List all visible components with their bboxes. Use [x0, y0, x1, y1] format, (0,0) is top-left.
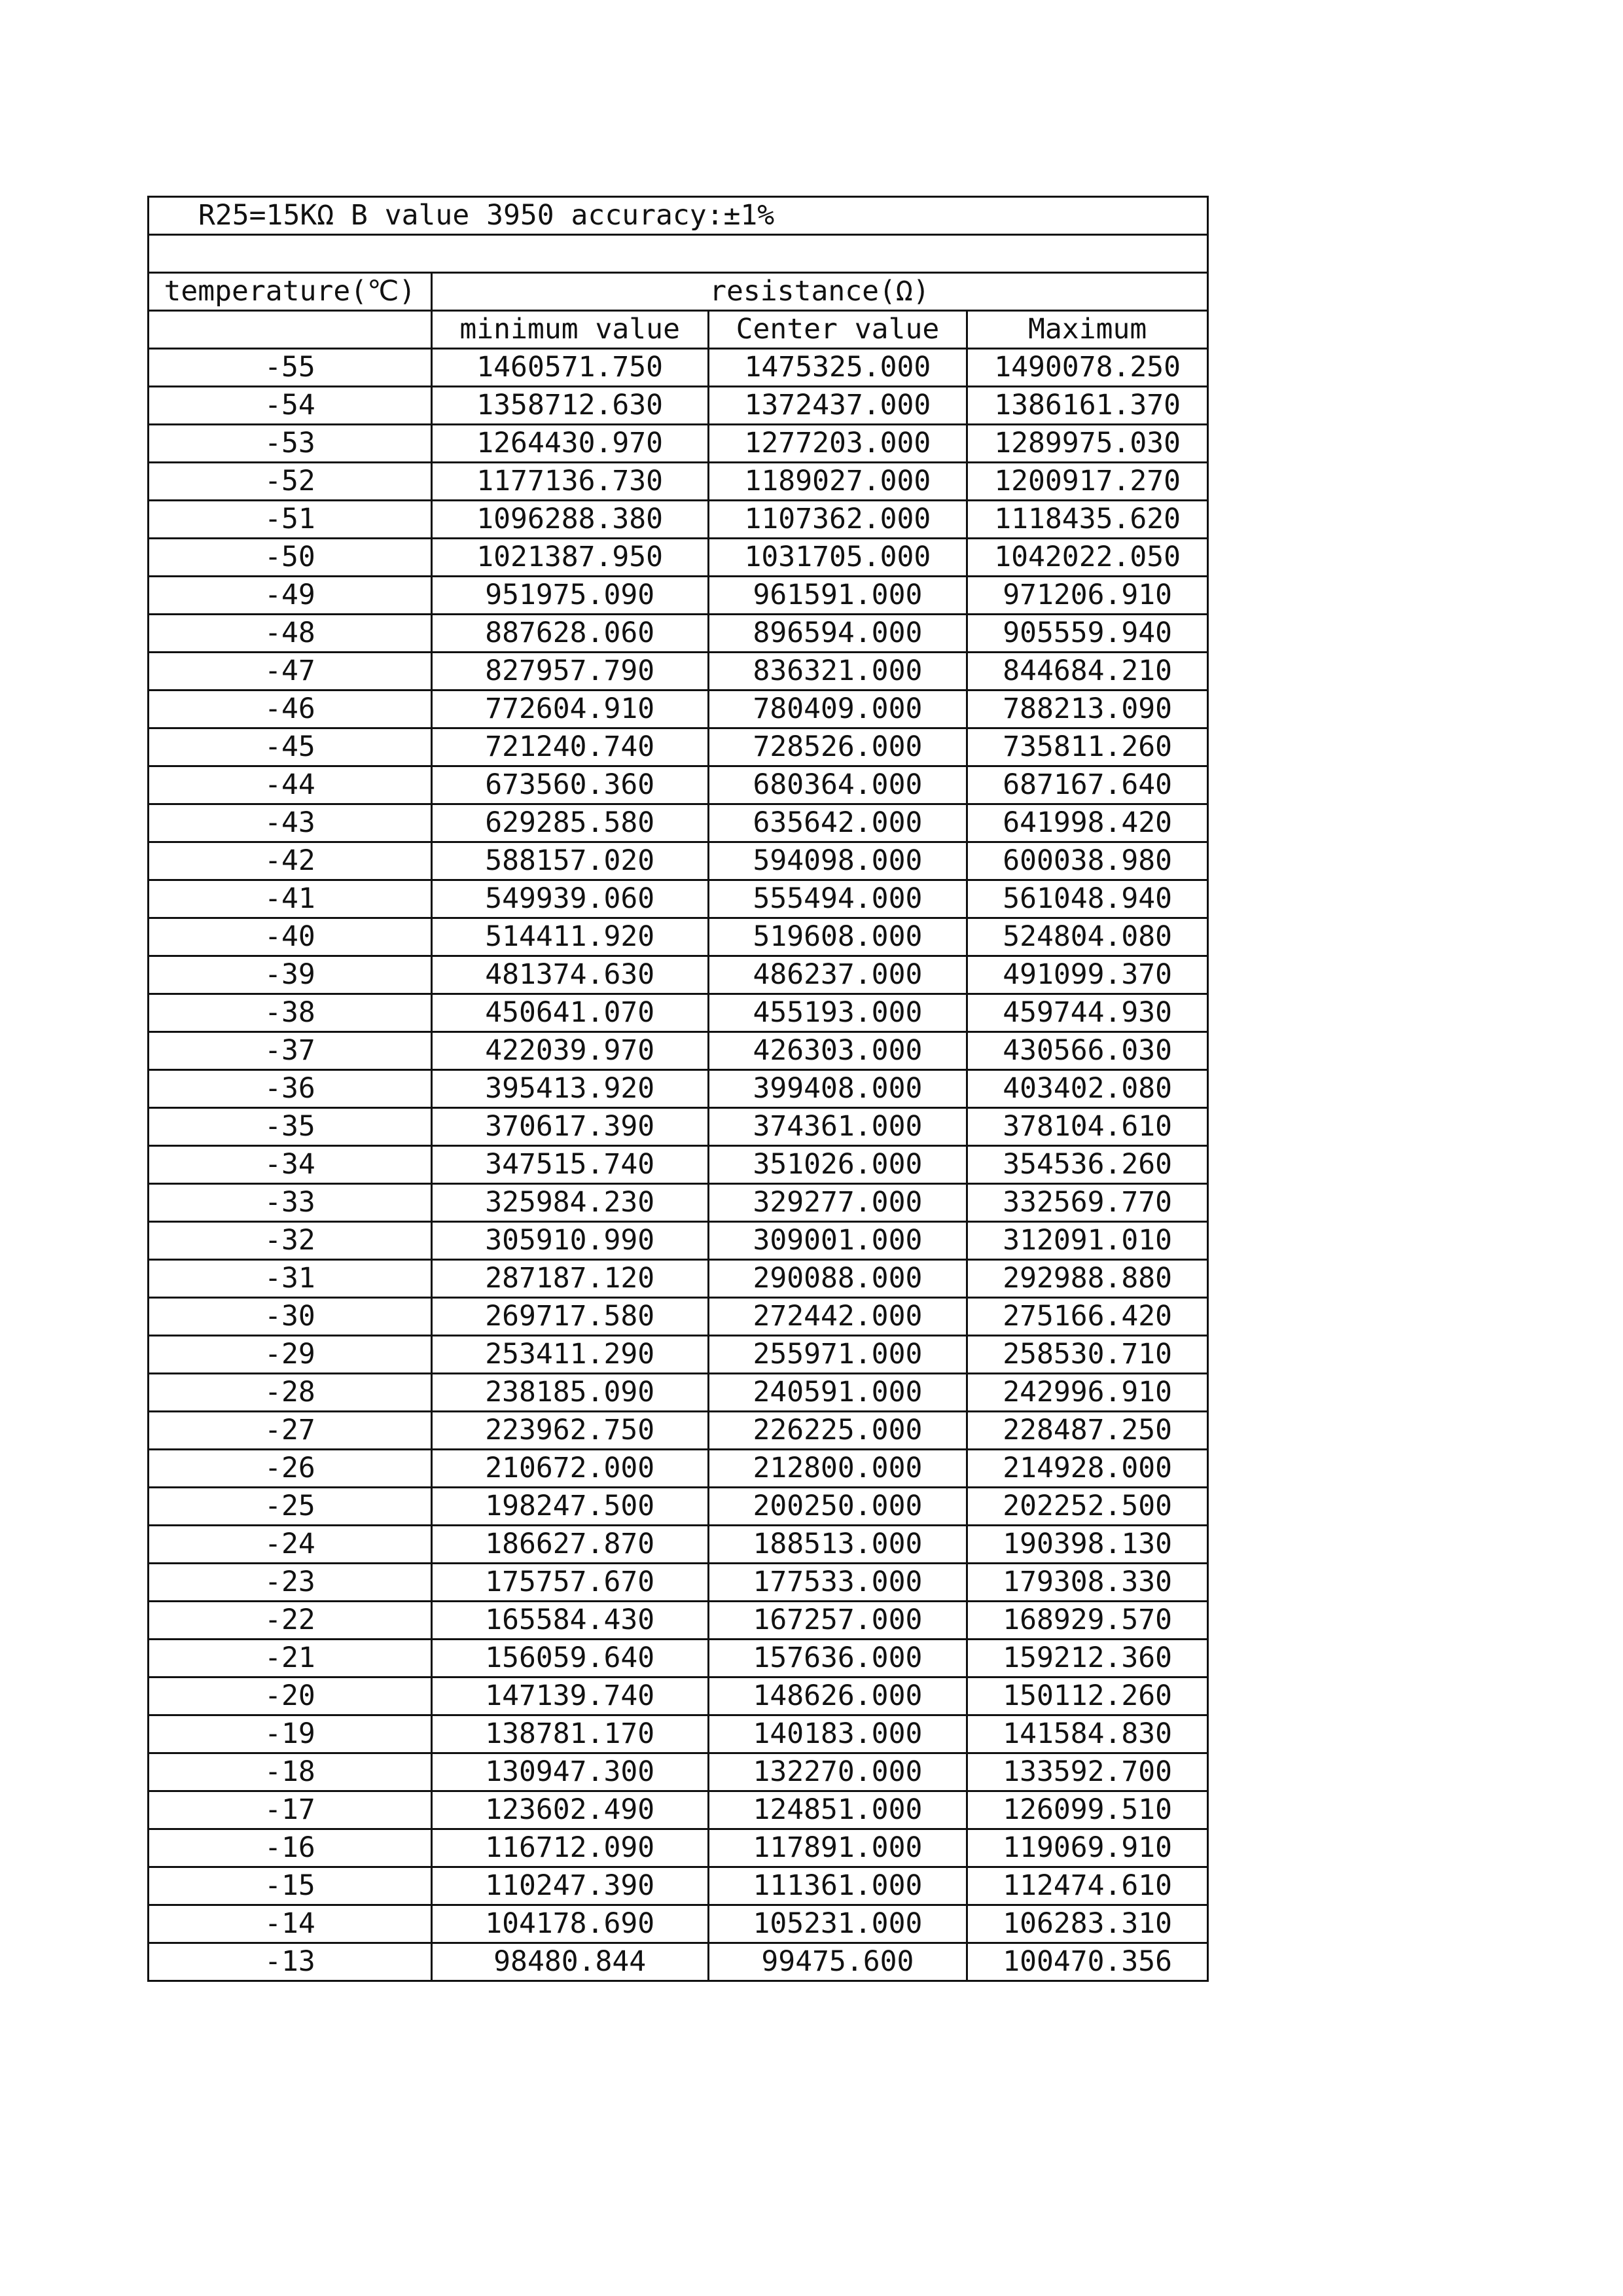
temperature-cell: -46: [149, 691, 432, 728]
minimum-value-cell: 481374.630: [431, 956, 708, 994]
temperature-cell: -42: [149, 842, 432, 880]
temperature-cell: -32: [149, 1222, 432, 1260]
maximum-cell: 1490078.250: [967, 349, 1208, 387]
minimum-value-cell: 887628.060: [431, 615, 708, 653]
table-row: [149, 728, 1208, 766]
temperature-cell: -30: [149, 1298, 432, 1336]
table-row: [149, 1298, 1208, 1336]
table-row: [149, 1943, 1208, 1981]
minimum-value-cell: 325984.230: [431, 1184, 708, 1222]
maximum-cell: 1386161.370: [967, 387, 1208, 425]
maximum-cell: 275166.420: [967, 1298, 1208, 1336]
table-row: [149, 463, 1208, 501]
center-value-cell: 635642.000: [708, 804, 967, 842]
temperature-cell: -47: [149, 653, 432, 691]
table-row: [149, 1222, 1208, 1260]
minimum-value-cell: 588157.020: [431, 842, 708, 880]
table-row: [149, 804, 1208, 842]
center-value-header: Center value: [708, 311, 967, 349]
center-value-cell: 1107362.000: [708, 501, 967, 539]
center-value-cell: 329277.000: [708, 1184, 967, 1222]
minimum-value-cell: 238185.090: [431, 1374, 708, 1412]
table-row: [149, 1108, 1208, 1146]
maximum-cell: 844684.210: [967, 653, 1208, 691]
resistance-header: resistance(Ω): [431, 273, 1207, 311]
center-value-cell: 117891.000: [708, 1829, 967, 1867]
center-value-cell: 226225.000: [708, 1412, 967, 1450]
temperature-cell: -16: [149, 1829, 432, 1867]
minimum-value-cell: 827957.790: [431, 653, 708, 691]
temperature-cell: -21: [149, 1640, 432, 1677]
center-value-cell: 351026.000: [708, 1146, 967, 1184]
temperature-cell: -37: [149, 1032, 432, 1070]
table-row: [149, 1032, 1208, 1070]
minimum-value-cell: 1358712.630: [431, 387, 708, 425]
table-row: [149, 1260, 1208, 1298]
temperature-cell: -44: [149, 766, 432, 804]
minimum-value-cell: 147139.740: [431, 1677, 708, 1715]
maximum-cell: 1042022.050: [967, 539, 1208, 577]
maximum-cell: 159212.360: [967, 1640, 1208, 1677]
temperature-cell: -25: [149, 1488, 432, 1526]
center-value-cell: 1372437.000: [708, 387, 967, 425]
center-value-cell: 836321.000: [708, 653, 967, 691]
minimum-value-cell: 198247.500: [431, 1488, 708, 1526]
temperature-cell: -24: [149, 1526, 432, 1564]
temperature-cell: -31: [149, 1260, 432, 1298]
table-row: [149, 956, 1208, 994]
table-row: [149, 577, 1208, 615]
maximum-cell: 561048.940: [967, 880, 1208, 918]
center-value-cell: 309001.000: [708, 1222, 967, 1260]
maximum-cell: 258530.710: [967, 1336, 1208, 1374]
minimum-value-cell: 721240.740: [431, 728, 708, 766]
temperature-cell: -15: [149, 1867, 432, 1905]
table-row: [149, 1374, 1208, 1412]
maximum-cell: 788213.090: [967, 691, 1208, 728]
table-row: [149, 1564, 1208, 1602]
table-row: [149, 842, 1208, 880]
center-value-cell: 240591.000: [708, 1374, 967, 1412]
center-value-cell: 1189027.000: [708, 463, 967, 501]
temperature-cell: -39: [149, 956, 432, 994]
maximum-cell: 133592.700: [967, 1753, 1208, 1791]
maximum-cell: 905559.940: [967, 615, 1208, 653]
minimum-value-cell: 116712.090: [431, 1829, 708, 1867]
temperature-cell: -55: [149, 349, 432, 387]
temperature-cell: -53: [149, 425, 432, 463]
maximum-cell: 106283.310: [967, 1905, 1208, 1943]
minimum-value-cell: 186627.870: [431, 1526, 708, 1564]
table-row: [149, 1412, 1208, 1450]
table-row: [149, 1146, 1208, 1184]
temperature-cell: -50: [149, 539, 432, 577]
table-row: [149, 615, 1208, 653]
header-row: [149, 273, 1208, 311]
minimum-value-cell: 123602.490: [431, 1791, 708, 1829]
table-row: [149, 1753, 1208, 1791]
minimum-value-cell: 98480.844: [431, 1943, 708, 1981]
temperature-cell: -26: [149, 1450, 432, 1488]
minimum-value-cell: 1460571.750: [431, 349, 708, 387]
table-row: [149, 1602, 1208, 1640]
center-value-cell: 780409.000: [708, 691, 967, 728]
temperature-cell: -43: [149, 804, 432, 842]
temperature-cell: -29: [149, 1336, 432, 1374]
temperature-cell: -48: [149, 615, 432, 653]
center-value-cell: 1031705.000: [708, 539, 967, 577]
center-value-cell: 594098.000: [708, 842, 967, 880]
minimum-value-cell: 673560.360: [431, 766, 708, 804]
minimum-value-cell: 253411.290: [431, 1336, 708, 1374]
table-row: [149, 994, 1208, 1032]
minimum-value-cell: 450641.070: [431, 994, 708, 1032]
temperature-cell: -36: [149, 1070, 432, 1108]
minimum-value-cell: 175757.670: [431, 1564, 708, 1602]
center-value-cell: 255971.000: [708, 1336, 967, 1374]
temperature-cell: -52: [149, 463, 432, 501]
table-row: [149, 918, 1208, 956]
minimum-value-cell: 156059.640: [431, 1640, 708, 1677]
minimum-value-cell: 1096288.380: [431, 501, 708, 539]
title-row: [149, 197, 1208, 235]
center-value-cell: 132270.000: [708, 1753, 967, 1791]
maximum-cell: 202252.500: [967, 1488, 1208, 1526]
maximum-cell: 119069.910: [967, 1829, 1208, 1867]
minimum-value-cell: 629285.580: [431, 804, 708, 842]
center-value-cell: 426303.000: [708, 1032, 967, 1070]
maximum-cell: 312091.010: [967, 1222, 1208, 1260]
minimum-value-cell: 951975.090: [431, 577, 708, 615]
table-row: [149, 1640, 1208, 1677]
temperature-cell: -23: [149, 1564, 432, 1602]
table-row: [149, 501, 1208, 539]
minimum-value-header: minimum value: [431, 311, 708, 349]
temperature-cell: -35: [149, 1108, 432, 1146]
table-row: [149, 880, 1208, 918]
temperature-cell: -14: [149, 1905, 432, 1943]
minimum-value-cell: 104178.690: [431, 1905, 708, 1943]
temperature-cell: -22: [149, 1602, 432, 1640]
center-value-cell: 148626.000: [708, 1677, 967, 1715]
table-row: [149, 1526, 1208, 1564]
minimum-value-cell: 514411.920: [431, 918, 708, 956]
blank-row: [149, 235, 1208, 273]
minimum-value-cell: 395413.920: [431, 1070, 708, 1108]
center-value-cell: 111361.000: [708, 1867, 967, 1905]
minimum-value-cell: 422039.970: [431, 1032, 708, 1070]
minimum-value-cell: 269717.580: [431, 1298, 708, 1336]
center-value-cell: 200250.000: [708, 1488, 967, 1526]
temperature-cell: -28: [149, 1374, 432, 1412]
temperature-cell: -34: [149, 1146, 432, 1184]
maximum-cell: 332569.770: [967, 1184, 1208, 1222]
minimum-value-cell: 1021387.950: [431, 539, 708, 577]
table-row: [149, 691, 1208, 728]
maximum-cell: 524804.080: [967, 918, 1208, 956]
center-value-cell: 105231.000: [708, 1905, 967, 1943]
center-value-cell: 290088.000: [708, 1260, 967, 1298]
minimum-value-cell: 223962.750: [431, 1412, 708, 1450]
table-title: R25=15KΩ B value 3950 accuracy:±1%: [149, 197, 1208, 235]
table-row: [149, 387, 1208, 425]
center-value-cell: 167257.000: [708, 1602, 967, 1640]
maximum-cell: 971206.910: [967, 577, 1208, 615]
maximum-cell: 112474.610: [967, 1867, 1208, 1905]
maximum-cell: 1289975.030: [967, 425, 1208, 463]
minimum-value-cell: 130947.300: [431, 1753, 708, 1791]
blank-cell: [149, 235, 1208, 273]
minimum-value-cell: 210672.000: [431, 1450, 708, 1488]
minimum-value-cell: 138781.170: [431, 1715, 708, 1753]
maximum-cell: 378104.610: [967, 1108, 1208, 1146]
table-row: [149, 766, 1208, 804]
center-value-cell: 157636.000: [708, 1640, 967, 1677]
maximum-cell: 292988.880: [967, 1260, 1208, 1298]
minimum-value-cell: 772604.910: [431, 691, 708, 728]
table-row: [149, 1905, 1208, 1943]
table-row: [149, 1070, 1208, 1108]
minimum-value-cell: 347515.740: [431, 1146, 708, 1184]
center-value-cell: 455193.000: [708, 994, 967, 1032]
temperature-cell: -45: [149, 728, 432, 766]
table-row: [149, 1450, 1208, 1488]
table-row: [149, 1184, 1208, 1222]
center-value-cell: 124851.000: [708, 1791, 967, 1829]
table-row: [149, 1677, 1208, 1715]
maximum-cell: 687167.640: [967, 766, 1208, 804]
temperature-header: temperature(℃): [149, 273, 432, 311]
center-value-cell: 961591.000: [708, 577, 967, 615]
minimum-value-cell: 110247.390: [431, 1867, 708, 1905]
temperature-cell: -40: [149, 918, 432, 956]
temperature-cell: -18: [149, 1753, 432, 1791]
maximum-cell: 1200917.270: [967, 463, 1208, 501]
maximum-cell: 141584.830: [967, 1715, 1208, 1753]
center-value-cell: 99475.600: [708, 1943, 967, 1981]
table-row: [149, 653, 1208, 691]
minimum-value-cell: 1264430.970: [431, 425, 708, 463]
maximum-cell: 179308.330: [967, 1564, 1208, 1602]
center-value-cell: 399408.000: [708, 1070, 967, 1108]
subheader-empty: [149, 311, 432, 349]
center-value-cell: 728526.000: [708, 728, 967, 766]
maximum-cell: 190398.130: [967, 1526, 1208, 1564]
center-value-cell: 140183.000: [708, 1715, 967, 1753]
center-value-cell: 896594.000: [708, 615, 967, 653]
maximum-cell: 168929.570: [967, 1602, 1208, 1640]
table-row: [149, 1336, 1208, 1374]
maximum-cell: 228487.250: [967, 1412, 1208, 1450]
center-value-cell: 177533.000: [708, 1564, 967, 1602]
maximum-cell: 214928.000: [967, 1450, 1208, 1488]
temperature-cell: -38: [149, 994, 432, 1032]
minimum-value-cell: 305910.990: [431, 1222, 708, 1260]
minimum-value-cell: 165584.430: [431, 1602, 708, 1640]
center-value-cell: 212800.000: [708, 1450, 967, 1488]
center-value-cell: 1277203.000: [708, 425, 967, 463]
table-row: [149, 539, 1208, 577]
maximum-cell: 150112.260: [967, 1677, 1208, 1715]
resistance-table: [147, 196, 1209, 1982]
subheader-row: [149, 311, 1208, 349]
maximum-cell: 600038.980: [967, 842, 1208, 880]
table-row: [149, 1488, 1208, 1526]
maximum-cell: 1118435.620: [967, 501, 1208, 539]
table-row: [149, 1791, 1208, 1829]
maximum-cell: 735811.260: [967, 728, 1208, 766]
temperature-cell: -54: [149, 387, 432, 425]
table-row: [149, 1829, 1208, 1867]
minimum-value-cell: 1177136.730: [431, 463, 708, 501]
temperature-cell: -17: [149, 1791, 432, 1829]
maximum-cell: 459744.930: [967, 994, 1208, 1032]
temperature-cell: -41: [149, 880, 432, 918]
table-row: [149, 1867, 1208, 1905]
center-value-cell: 272442.000: [708, 1298, 967, 1336]
temperature-cell: -33: [149, 1184, 432, 1222]
maximum-header: Maximum: [967, 311, 1208, 349]
center-value-cell: 555494.000: [708, 880, 967, 918]
maximum-cell: 403402.080: [967, 1070, 1208, 1108]
table-row: [149, 1715, 1208, 1753]
minimum-value-cell: 287187.120: [431, 1260, 708, 1298]
center-value-cell: 680364.000: [708, 766, 967, 804]
temperature-cell: -49: [149, 577, 432, 615]
center-value-cell: 486237.000: [708, 956, 967, 994]
temperature-cell: -13: [149, 1943, 432, 1981]
maximum-cell: 242996.910: [967, 1374, 1208, 1412]
table-row: [149, 425, 1208, 463]
maximum-cell: 430566.030: [967, 1032, 1208, 1070]
temperature-cell: -27: [149, 1412, 432, 1450]
maximum-cell: 100470.356: [967, 1943, 1208, 1981]
center-value-cell: 188513.000: [708, 1526, 967, 1564]
minimum-value-cell: 370617.390: [431, 1108, 708, 1146]
minimum-value-cell: 549939.060: [431, 880, 708, 918]
center-value-cell: 1475325.000: [708, 349, 967, 387]
table-row: [149, 349, 1208, 387]
temperature-cell: -19: [149, 1715, 432, 1753]
maximum-cell: 491099.370: [967, 956, 1208, 994]
maximum-cell: 354536.260: [967, 1146, 1208, 1184]
temperature-cell: -51: [149, 501, 432, 539]
maximum-cell: 641998.420: [967, 804, 1208, 842]
center-value-cell: 519608.000: [708, 918, 967, 956]
maximum-cell: 126099.510: [967, 1791, 1208, 1829]
center-value-cell: 374361.000: [708, 1108, 967, 1146]
temperature-cell: -20: [149, 1677, 432, 1715]
